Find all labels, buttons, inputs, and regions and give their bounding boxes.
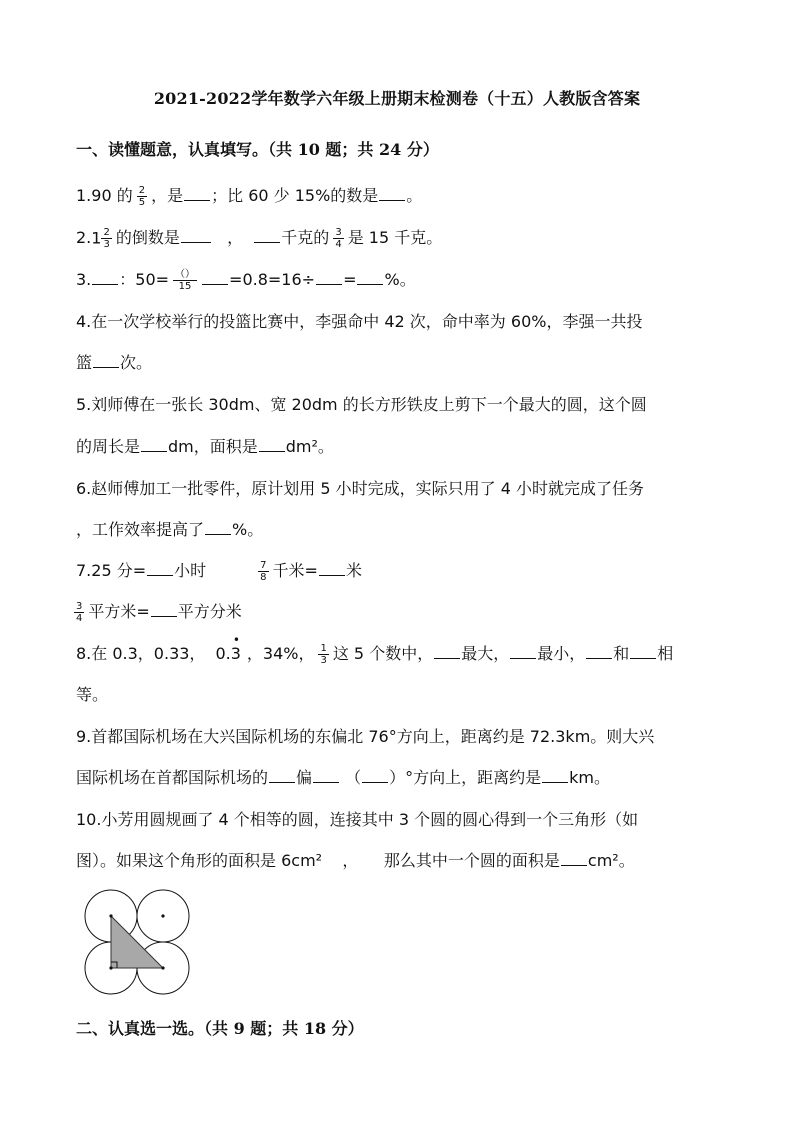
- answer-blank[interactable]: [510, 644, 536, 659]
- question-1: 1.90 的 $\frac{2}{5}$ ，是 ；比 60 少 15%的数是 。: [76, 185, 423, 208]
- repeating-decimal: 0.3 •: [215, 633, 241, 663]
- center-dot: [109, 914, 112, 917]
- center-dot: [161, 966, 164, 969]
- question-8-line-2: 等。: [76, 685, 109, 704]
- answer-blank[interactable]: [362, 768, 388, 783]
- fraction: $\frac{3}{4}$: [335, 227, 342, 250]
- answer-blank[interactable]: [259, 437, 285, 452]
- section-2-heading: 二、认真选一选。（共 9 题；共 18 分）: [76, 1019, 364, 1038]
- question-8-line-1: 8.在 0.3，0.33， 0.3 • ，34%， $\frac{1}{3}$ 这 5 个数中， 最大， 最小， 和 相: [76, 633, 674, 666]
- answer-blank[interactable]: [434, 644, 460, 659]
- center-dot: [109, 966, 112, 969]
- question-7-line-1: 7.25 分= 小时 $\frac{7}{8}$ 千米= 米: [76, 560, 362, 583]
- answer-blank[interactable]: [379, 186, 405, 201]
- shaded-triangle: [111, 916, 163, 968]
- fraction: $\frac{7}{8}$: [260, 560, 267, 583]
- question-10-line-2: 图）。如果这个角形的面积是 6cm² ， 那么其中一个圆的面积是 cm²。: [76, 851, 635, 870]
- answer-blank[interactable]: [254, 228, 280, 243]
- question-10-line-1: 10.小芳用圆规画了 4 个相等的圆，连接其中 3 个圆的圆心得到一个三角形（如: [76, 810, 639, 829]
- answer-blank[interactable]: [319, 561, 345, 576]
- answer-blank[interactable]: [586, 644, 612, 659]
- answer-blank[interactable]: [151, 602, 177, 617]
- four-circles-figure: [84, 888, 192, 1004]
- fraction: $\frac{2}{5}$: [138, 185, 146, 208]
- answer-blank[interactable]: [205, 520, 231, 535]
- answer-blank[interactable]: [316, 270, 342, 285]
- fraction: $\frac{1}{3}$: [320, 643, 327, 666]
- fraction: $\frac{3}{4}$: [76, 601, 83, 624]
- answer-blank[interactable]: [561, 851, 587, 866]
- question-9-line-2: 国际机场在首都国际机场的 偏 （ ）°方向上，距离约是 km。: [76, 768, 611, 787]
- circles-triangle-diagram: [84, 888, 192, 1000]
- question-7-line-2: $\frac{3}{4}$ 平方米= 平方分米: [76, 601, 242, 624]
- question-3: 3. ：50= $\frac{()}{15}$ =0.8=16÷ = %。: [76, 269, 416, 292]
- question-4-line-2: 篮 次。: [76, 353, 153, 372]
- answer-blank[interactable]: [202, 270, 228, 285]
- fraction: $\frac{()}{15}$: [175, 269, 196, 292]
- answer-blank[interactable]: [92, 270, 118, 285]
- question-6-line-2: ，工作效率提高了 %。: [76, 520, 264, 539]
- question-5-line-2: 的周长是 dm，面积是 dm²。: [76, 437, 334, 456]
- question-2: 2.1 $\frac{2}{3}$ 的倒数是 ， 千克的 $\frac{3}{4}$ 是 15 千克。: [76, 227, 443, 251]
- answer-blank[interactable]: [313, 768, 339, 783]
- question-9-line-1: 9.首都国际机场在大兴国际机场的东偏北 76°方向上，距离约是 72.3km。则大兴: [76, 727, 655, 746]
- question-5-line-1: 5.刘师傅在一张长 30dm、宽 20dm 的长方形铁皮上剪下一个最大的圆，这个圆: [76, 395, 647, 414]
- answer-blank[interactable]: [184, 186, 210, 201]
- question-4-line-1: 4.在一次学校举行的投篮比赛中，李强命中 42 次，命中率为 60%，李强一共投: [76, 312, 643, 331]
- answer-blank[interactable]: [141, 437, 167, 452]
- answer-blank[interactable]: [269, 768, 295, 783]
- answer-blank[interactable]: [147, 561, 173, 576]
- page-title: 2021-2022学年数学六年级上册期末检测卷（十五）人教版含答案: [153, 89, 641, 108]
- answer-blank[interactable]: [542, 768, 568, 783]
- mixed-number: 1 $\frac{2}{3}$: [91, 227, 110, 251]
- answer-blank[interactable]: [93, 353, 119, 368]
- answer-blank[interactable]: [357, 270, 383, 285]
- center-dot: [161, 914, 164, 917]
- answer-blank[interactable]: [181, 228, 211, 243]
- section-1-heading: 一、读懂题意，认真填写。（共 10 题；共 24 分）: [76, 140, 439, 159]
- answer-blank[interactable]: [630, 644, 656, 659]
- question-6-line-1: 6.赵师傅加工一批零件，原计划用 5 小时完成，实际只用了 4 小时就完成了任务: [76, 479, 644, 498]
